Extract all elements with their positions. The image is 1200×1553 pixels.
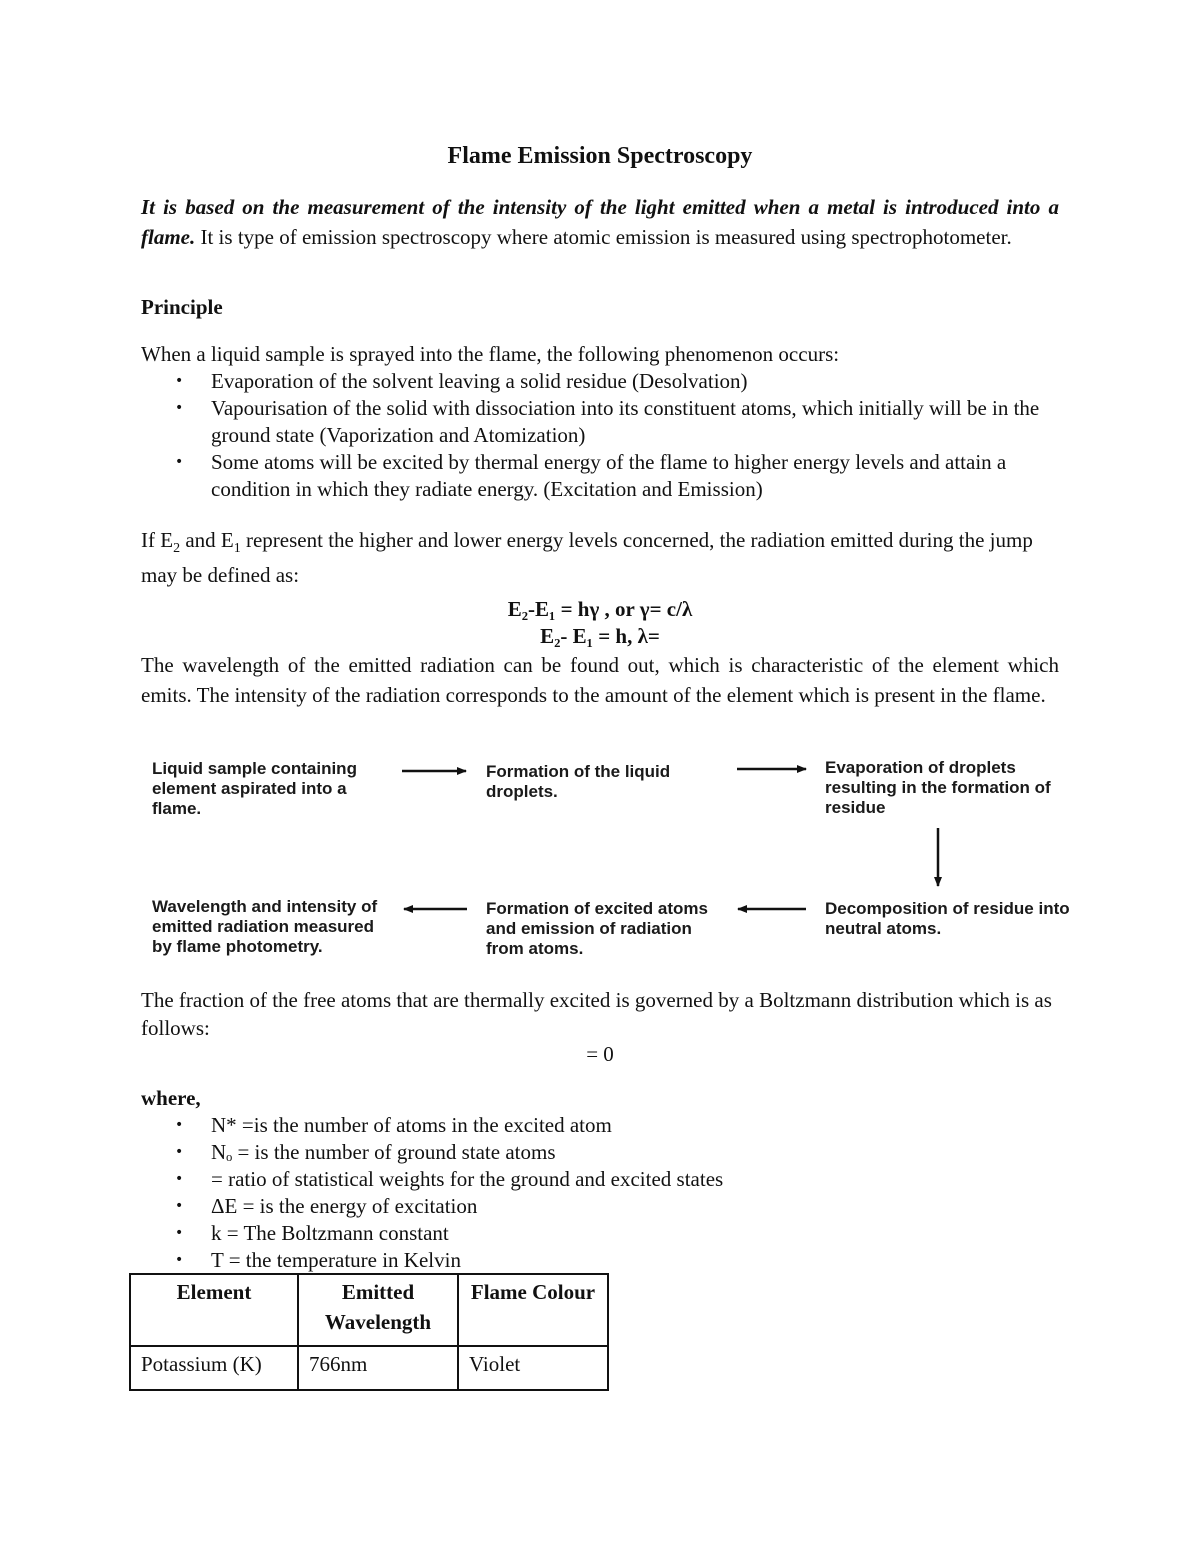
bullet-icon: • xyxy=(175,373,184,389)
table-row xyxy=(130,1346,608,1390)
list-item: • T = the temperature in Kelvin xyxy=(175,1248,461,1272)
terms-list xyxy=(141,1112,1059,1274)
list-item: • = ratio of statistical weights for the ground and excited states xyxy=(175,1167,724,1191)
principle-heading: Principle xyxy=(141,295,223,319)
bullet-icon: • xyxy=(175,1171,184,1187)
list-item: • Some atoms will be excited by thermal energy of the flame to higher energy levels and attain a condition in which they radiate energy. (Excitation and Emission) xyxy=(175,450,1007,501)
bullet-icon: • xyxy=(175,1117,184,1133)
cell-flame-colour: Violet xyxy=(458,1346,608,1390)
cell-wavelength: 766nm xyxy=(298,1346,458,1390)
list-item: • Nₒ = is the number of ground state atoms xyxy=(175,1140,556,1164)
flow-box-droplets: Formation of the liquid droplets. xyxy=(486,762,671,801)
header-element: Element xyxy=(130,1274,298,1346)
cell-element: Potassium (K) xyxy=(130,1346,298,1390)
header-flame-colour: Flame Colour xyxy=(458,1274,608,1346)
table-header-row xyxy=(130,1274,608,1346)
flow-box-liquid-sample: Liquid sample containing element aspirated into a flame. xyxy=(152,759,357,818)
flow-box-decomposition: Decomposition of residue into neutral atoms. xyxy=(825,899,1070,938)
bullet-icon: • xyxy=(175,400,184,416)
bullet-icon: • xyxy=(175,1144,184,1160)
flow-box-evaporation: Evaporation of droplets resulting in the formation of residue xyxy=(825,758,1051,817)
boltzmann-paragraph: The fraction of the free atoms that are thermally excited is governed by a Boltzmann distribution which is as follows: xyxy=(141,988,1052,1040)
flow-box-excited-atoms: Formation of excited atoms and emission of radiation from atoms. xyxy=(486,899,708,958)
bullet-icon: • xyxy=(175,1252,184,1268)
bullet-icon: • xyxy=(175,1225,184,1241)
list-item: • ΔE = is the energy of excitation xyxy=(175,1194,478,1218)
where-label: where, xyxy=(141,1086,201,1110)
flow-box-measurement: Wavelength and intensity of emitted radiation measured by flame photometry. xyxy=(152,897,378,956)
bullet-icon: • xyxy=(175,1198,184,1214)
page-title: Flame Emission Spectroscopy xyxy=(447,143,753,169)
list-item: • N* =is the number of atoms in the excited atom xyxy=(175,1113,612,1137)
equation-1: E₂-E₁ = hγ , or γ= c/λ xyxy=(507,597,693,621)
header-wavelength: Emitted Wavelength xyxy=(298,1274,458,1346)
principle-lead: When a liquid sample is sprayed into the flame, the following phenomenon occurs: xyxy=(141,342,840,366)
boltzmann-equation: = 0 xyxy=(586,1042,614,1066)
flame-colour-table xyxy=(129,1273,609,1391)
equation-2: E₂- E₁ = h, λ= xyxy=(540,624,660,648)
bullet-icon: • xyxy=(175,454,184,470)
list-item: • k = The Boltzmann constant xyxy=(175,1221,449,1245)
wavelength-paragraph: The wavelength of the emitted radiation can be found out, which is characteristic of the element which emits. The intensity of the radiation corresponds to the amount of the element which is present in the flame. xyxy=(141,653,1059,707)
intro-emphasis: It is based on the measurement of the intensity of the light emitted when a metal is introduced into a flame. xyxy=(141,195,1059,249)
energy-levels-paragraph: If $E_2$ and $E_1$ represent the higher and lower energy levels concerned, the radiation emitted during the jump may be defined as: xyxy=(141,528,1033,588)
intro-rest: It is type of emission spectroscopy where atomic emission is measured using spectrophotometer. xyxy=(195,225,1012,249)
list-item: • Vapourisation of the solid with dissociation into its constituent atoms, which initially will be in the ground state (Vaporization and Atomization) xyxy=(175,396,1040,447)
list-item: • Evaporation of the solvent leaving a solid residue (Desolvation) xyxy=(175,369,748,393)
